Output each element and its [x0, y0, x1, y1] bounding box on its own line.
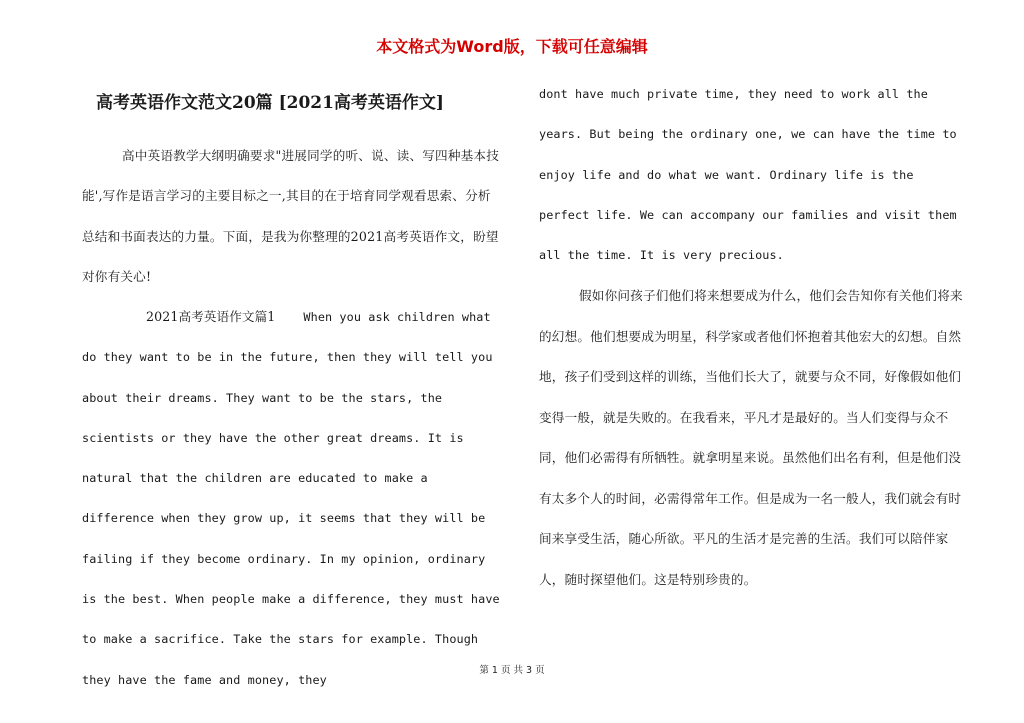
download-banner: 本文格式为Word版，下载可任意编辑: [376, 37, 648, 56]
page-footer: 第 1 页 共 3 页: [479, 665, 545, 676]
essay1-english-left-text: When you ask children what do they want to be in the future, then they will tell you about their dreams. They want to be the stars, the scientists or they have the other great dreams. It is natural that the children are educated to make a difference when they grow up, it seems that they will be failing if they become ordinary. In my opinion, ordinary is the best. When people make a difference, they must have to make a sacrifice. Take the stars for example. Though they have the fame and money, they: [82, 310, 500, 687]
document-title: 高考英语作文范文20篇 [2021高考英语作文]: [96, 93, 444, 113]
essay1-english-right: dont have much private time, they need to work all the years. But being the ordinary one, we can have the time to enjoy life and do what we want. Ordinary life is the perfect life. We can accompany our families and visit them all the time. It is very precious.: [539, 87, 957, 263]
intro-paragraph: 高中英语教学大纲明确要求"进展同学的听、说、读、写四种基本技能',写作是语言学习的主要目标之一,其目的在于培育同学观看思索、分析总结和书面表达的力量。下面，是我为你整理的2021高考英语作文，盼望对你有关心!: [82, 148, 500, 285]
essay1-heading: 2021高考英语作文篇1: [146, 309, 276, 324]
essay1-english-left: [82, 297, 502, 700]
essay1-chinese: 假如你问孩子们他们将来想要成为什么，他们会告知你有关他们将来的幻想。他们想要成为明星，科学家或者他们怀抱着其他宏大的幻想。自然地，孩子们受到这样的训练，当他们长大了，就要与众不同，好像假如他们变得一般，就是失败的。在我看来，平凡才是最好的。当人们变得与众不同，他们必需得有所牺牲。就拿明星来说。虽然他们出名有利，但是他们没有太多个人的时间，必需得常年工作。但是成为一名一般人，我们就会有时间来享受生活，随心所欲。平凡的生活才是完善的生活。我们可以陪伴家人，随时探望他们。这是特别珍贵的。: [539, 288, 963, 587]
